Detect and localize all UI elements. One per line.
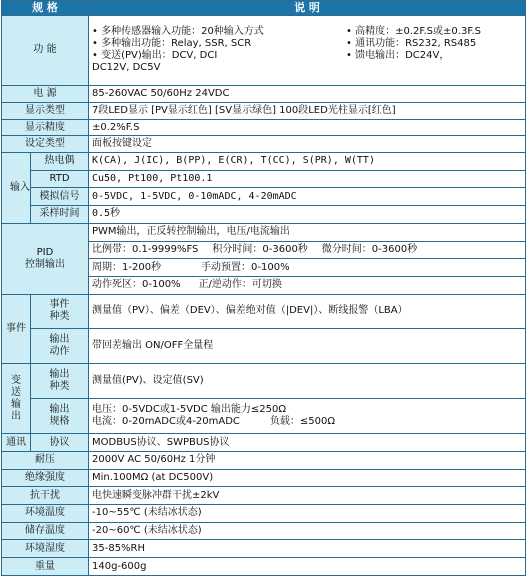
input-sub-label: 采样时间	[31, 206, 89, 224]
row-function	[2, 15, 526, 86]
row-power	[2, 86, 526, 103]
anti-interference-value: 电快速瞬变脉冲群干扰±2kV	[89, 487, 526, 505]
env-humidity-label: 环境湿度	[2, 540, 89, 558]
pid-value: 动作死区：0-100% 正/逆动作：可切换	[89, 276, 526, 294]
function-feature: • 馈电输出：DC24V，	[346, 50, 450, 62]
row-weight	[2, 558, 526, 576]
row-transmit-kind	[2, 364, 526, 398]
function-feature: • 变送(PV)输出：DCV, DCI	[92, 50, 218, 62]
storage-temp-value: -20~60℃ (未结冰状态)	[89, 522, 526, 540]
pid-value: PWM输出，正反转控制输出，电压/电流输出	[89, 223, 526, 241]
row-withstand	[2, 451, 526, 469]
function-feature: DC12V, DC5V	[92, 62, 161, 74]
row-anti-interference	[2, 487, 526, 505]
display-accuracy-value: ±0.2%F.S	[89, 119, 526, 136]
input-label: 输入	[2, 153, 31, 224]
row-pid-1	[2, 223, 526, 241]
anti-interference-label: 抗干扰	[2, 487, 89, 505]
transmit-kind-label: 输出 种类	[31, 364, 89, 398]
comm-value: MODBUS协议、SWPBUS协议	[89, 434, 526, 452]
input-value: 0-5VDC, 1-5VDC, 0-10mADC, 4-20mADC	[89, 188, 526, 206]
row-input-analog	[2, 188, 526, 206]
row-transmit-spec	[2, 398, 526, 433]
function-value	[89, 15, 526, 86]
event-action-value: 带回差输出 ON/OFF全量程	[89, 329, 526, 364]
setting-type-value: 面板按键设定	[89, 136, 526, 153]
row-comm	[2, 434, 526, 452]
input-sub-label: RTD	[31, 170, 89, 188]
weight-value: 140g-600g	[89, 558, 526, 576]
event-label: 事件	[2, 294, 31, 364]
transmit-label: 变 送 输 出	[2, 364, 31, 434]
row-setting-type	[2, 136, 526, 153]
row-env-temp	[2, 505, 526, 523]
row-input-rtd	[2, 170, 526, 188]
pid-label: PID 控制输出	[2, 223, 89, 294]
transmit-kind-value: 测量值(PV)、设定值(SV)	[89, 364, 526, 398]
setting-type-label: 设定类型	[2, 136, 89, 153]
row-display-type	[2, 103, 526, 120]
pid-value: 周期：1-200秒 手动预置：0-100%	[89, 259, 526, 277]
table-header-row	[2, 1, 526, 16]
input-sub-label: 模拟信号	[31, 188, 89, 206]
insulation-value: Min.100MΩ (at DC500V)	[89, 469, 526, 487]
transmit-spec-value: 电压：0-5VDC或1-5VDC 输出能力≤250Ω 电流：0-20mADC或4-20mADC 负载：≤500Ω	[89, 398, 526, 433]
storage-temp-label: 储存温度	[2, 522, 89, 540]
row-env-humidity	[2, 540, 526, 558]
header-desc: 说 明	[89, 1, 526, 16]
function-feature: • 通讯功能：RS232, RS485	[346, 38, 477, 50]
header-spec: 规 格	[2, 1, 89, 16]
row-storage-temp	[2, 522, 526, 540]
function-feature: • 多种输出功能：Relay, SSR, SCR	[92, 38, 252, 50]
function-feature: • 高精度：±0.2F.S或±0.3F.S	[346, 26, 481, 38]
insulation-label: 绝缘强度	[2, 469, 89, 487]
display-accuracy-label: 显示精度	[2, 119, 89, 136]
power-value: 85-260VAC 50/60Hz 24VDC	[89, 86, 526, 103]
row-event-action	[2, 329, 526, 364]
input-value: Cu50, Pt100, Pt100.1	[89, 170, 526, 188]
event-kind-label: 事件 种类	[31, 294, 89, 328]
env-temp-label: 环境温度	[2, 505, 89, 523]
transmit-spec-label: 输出 规格	[31, 398, 89, 433]
power-label: 电 源	[2, 86, 89, 103]
input-value: 0.5秒	[89, 206, 526, 224]
row-display-accuracy	[2, 119, 526, 136]
function-feature: • 多种传感器输入功能：20种输入方式	[92, 26, 264, 38]
input-sub-label: 热电偶	[31, 153, 89, 171]
display-type-label: 显示类型	[2, 103, 89, 120]
event-action-label: 输出 动作	[31, 329, 89, 364]
withstand-label: 耐压	[2, 451, 89, 469]
comm-label: 通讯	[2, 434, 31, 452]
env-temp-value: -10~55℃ (未结冰状态)	[89, 505, 526, 523]
comm-sub-label: 协议	[31, 434, 89, 452]
input-value: K(CA), J(IC), B(PP), E(CR), T(CC), S(PR), W(TT)	[89, 153, 526, 171]
pid-value: 比例带：0.1-9999%FS 积分时间：0-3600秒 微分时间：0-3600秒	[89, 241, 526, 259]
row-input-thermocouple	[2, 153, 526, 171]
display-type-value: 7段LED显示 [PV显示红色] [SV显示绿色] 100段LED光柱显示[红色]	[89, 103, 526, 120]
function-label: 功 能	[2, 15, 89, 86]
row-insulation	[2, 469, 526, 487]
env-humidity-value: 35-85%RH	[89, 540, 526, 558]
row-input-sampling	[2, 206, 526, 224]
withstand-value: 2000V AC 50/60Hz 1分钟	[89, 451, 526, 469]
event-kind-value: 测量值（PV）、偏差（DEV）、偏差绝对值（|DEV|）、断线报警（LBA）	[89, 294, 526, 328]
weight-label: 重量	[2, 558, 89, 576]
row-event-kind	[2, 294, 526, 328]
